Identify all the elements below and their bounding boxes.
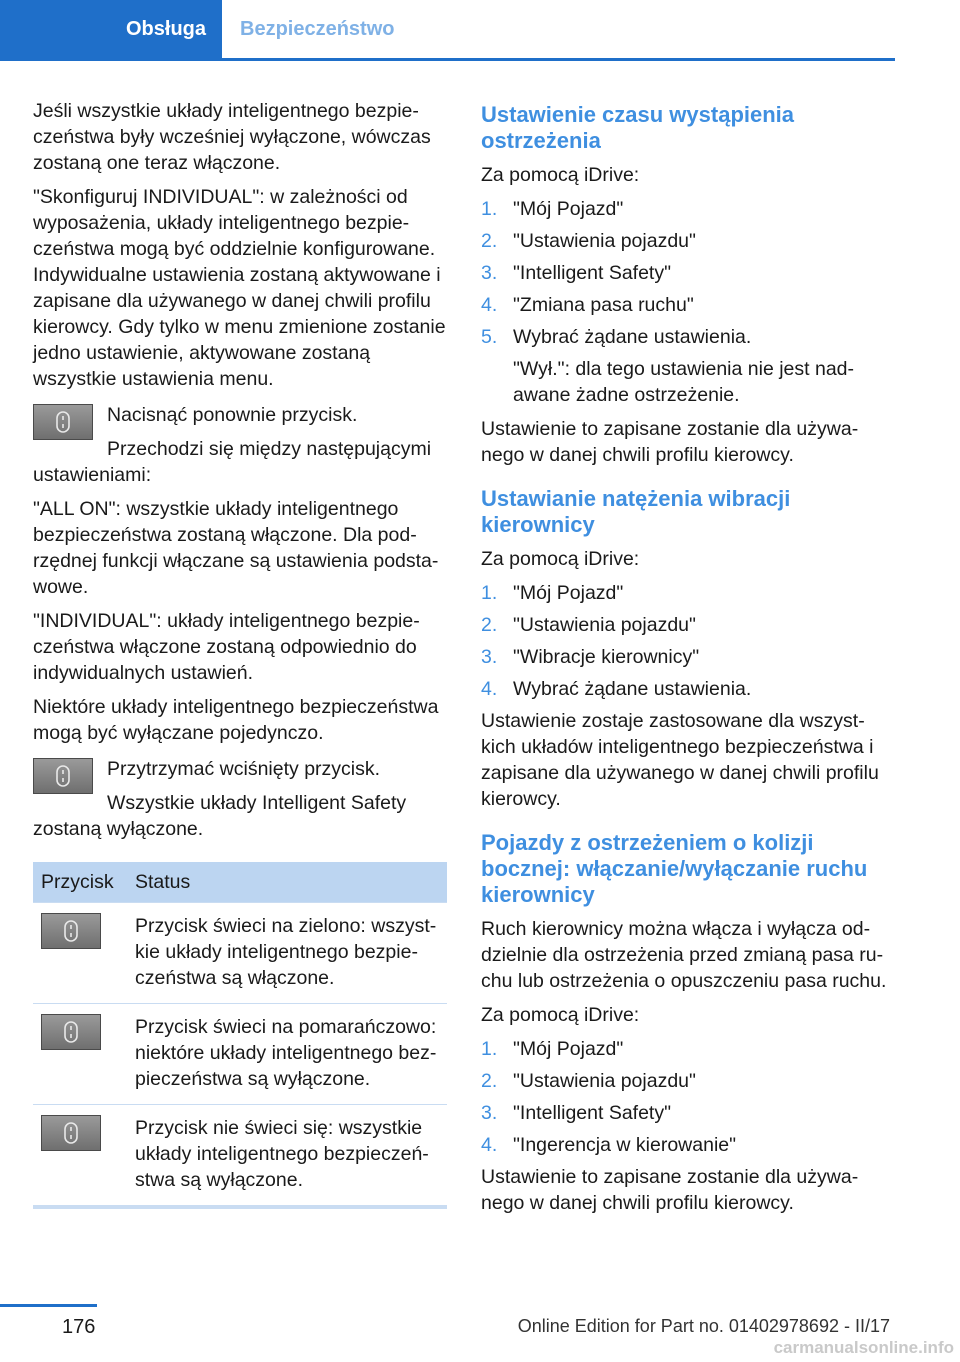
right-column: [481, 98, 891, 1224]
list-item: 2. "Ustawienia pojazdu": [481, 614, 696, 636]
list-item: 5. Wybrać żądane ustawienia.: [481, 326, 752, 348]
left-column: [33, 98, 447, 1209]
section-heading: Ustawienie czasu wystąpienia ostrzeżenia: [481, 102, 795, 153]
paragraph: Ustawienie to zapisane zostanie dla używanego w danej chwili profilu kierowcy.: [481, 418, 859, 466]
paragraph: Za pomocą iDrive:: [481, 548, 640, 570]
instruction-subtext: Przechodzi się między następującymi ustawieniami:: [33, 438, 432, 486]
top-tab-bar: [0, 0, 895, 60]
list-item: 1. "Mój Pojazd": [481, 198, 624, 220]
edition-footer: Online Edition for Part no. 01402978692 - II/17: [517, 1316, 890, 1336]
page-number: 176: [62, 1316, 96, 1338]
status-table: [33, 862, 447, 1209]
watermark: carmanualsonline.info: [773, 1338, 954, 1357]
tab-bezpieczenstwo[interactable]: Bezpieczeństwo: [240, 17, 395, 40]
intelligent-safety-button-icon: [41, 1115, 101, 1151]
list-item: 1. "Mój Pojazd": [481, 1038, 624, 1060]
paragraph: Jeśli wszystkie układy inteligentnego bezpieczeństwa były wcześniej wyłączone, wówczas zostaną one teraz włączone.: [33, 100, 431, 174]
table-row: [33, 1004, 447, 1105]
list-item: 2. "Ustawienia pojazdu": [481, 230, 696, 252]
list-item: 3. "Wibracje kierownicy": [481, 646, 700, 668]
paragraph: Ustawienie zostaje zastosowane dla wszystkich układów inteligentnego bezpieczeństwa i zapisane dla używanego w danej chwili profilu kierowcy.: [481, 710, 879, 810]
paragraph: Niektóre układy inteligentnego bezpieczeństwa mogą być wyłączane pojedynczo.: [33, 696, 439, 744]
list-item: 1. "Mój Pojazd": [481, 582, 624, 604]
instruction-subtext: Wszystkie układy Intelligent Safety zostaną wyłączone.: [33, 792, 407, 840]
section-heading: Pojazdy z ostrzeżeniem o kolizji bocznej: włączanie/wyłączanie ruchu kierownicy: [481, 830, 868, 907]
list-item: 4. Wybrać żądane ustawienia.: [481, 678, 752, 700]
table-header-row: [33, 862, 447, 903]
steps-list: [481, 196, 891, 350]
steps-list: [481, 580, 891, 702]
intelligent-safety-button-icon: [41, 1014, 101, 1050]
paragraph: "ALL ON": wszystkie układy inteligentnego bezpieczeństwa zostaną włączone. Dla podrzędnej funkcji włączane są ustawienia podstawowe.: [33, 498, 439, 598]
paragraph: "Skonfiguruj INDIVIDUAL": w zależności od wyposażenia, układy inteligentnego bezpieczeństwa mogą być oddzielnie konfigurowane. Indywidualne ustawienia zostaną aktywowane i zapisane dla używanego w danej chwili profilu kierowcy. Gdy tylko w menu zmienione zostanie jedno ustawienie, aktywowane zostaną wszystkie ustawienia menu.: [33, 186, 446, 390]
list-item: 3. "Intelligent Safety": [481, 1102, 672, 1124]
list-item: 4. "Ingerencja w kierowanie": [481, 1134, 737, 1156]
header-divider: [0, 58, 895, 61]
tab-obsluga[interactable]: Obsługa: [0, 0, 222, 58]
button-instruction: [33, 756, 447, 842]
step-note: "Wył.": dla tego ustawienia nie jest nadawane żadne ostrzeżenie.: [513, 358, 855, 406]
paragraph: Za pomocą iDrive:: [481, 1004, 640, 1026]
table-row: [33, 1105, 447, 1208]
status-text: Przycisk świeci na pomarańczowo: niektóre układy inteligentnego bezpieczeństwa są wyłączone.: [127, 1004, 447, 1105]
column-header-status: Status: [127, 862, 447, 903]
section-heading: Ustawianie natężenia wibracji kierownicy: [481, 486, 791, 537]
instruction-text: Przytrzymać wciśnięty przycisk.: [107, 758, 381, 780]
intelligent-safety-button-icon: [41, 913, 101, 949]
instruction-text: Nacisnąć ponownie przycisk.: [107, 404, 358, 426]
paragraph: "INDIVIDUAL": układy inteligentnego bezpieczeństwa włączone zostaną odpowiednio do indywidualnych ustawień.: [33, 610, 420, 684]
intelligent-safety-button-icon: [33, 758, 93, 794]
list-item: 4. "Zmiana pasa ruchu": [481, 294, 694, 316]
paragraph: Ruch kierownicy można włącza i wyłącza oddzielnie dla ostrzeżenia przed zmianą pasa ruchu lub ostrzeżenia o opuszczeniu pasa ruchu.: [481, 918, 887, 992]
list-item: 3. "Intelligent Safety": [481, 262, 672, 284]
list-item: 2. "Ustawienia pojazdu": [481, 1070, 696, 1092]
steps-list: [481, 1036, 891, 1158]
paragraph: Ustawienie to zapisane zostanie dla używanego w danej chwili profilu kierowcy.: [481, 1166, 859, 1214]
button-instruction: [33, 402, 447, 488]
column-header-button: Przycisk: [33, 862, 127, 903]
intelligent-safety-button-icon: [33, 404, 93, 440]
page-number-bar: [0, 1304, 97, 1307]
status-text: Przycisk nie świeci się: wszystkie układy inteligentnego bezpieczeństwa są wyłączone.: [127, 1105, 447, 1208]
status-text: Przycisk świeci na zielono: wszystkie układy inteligentnego bezpieczeństwa są włączone.: [127, 903, 447, 1004]
table-row: [33, 903, 447, 1004]
paragraph: Za pomocą iDrive:: [481, 164, 640, 186]
